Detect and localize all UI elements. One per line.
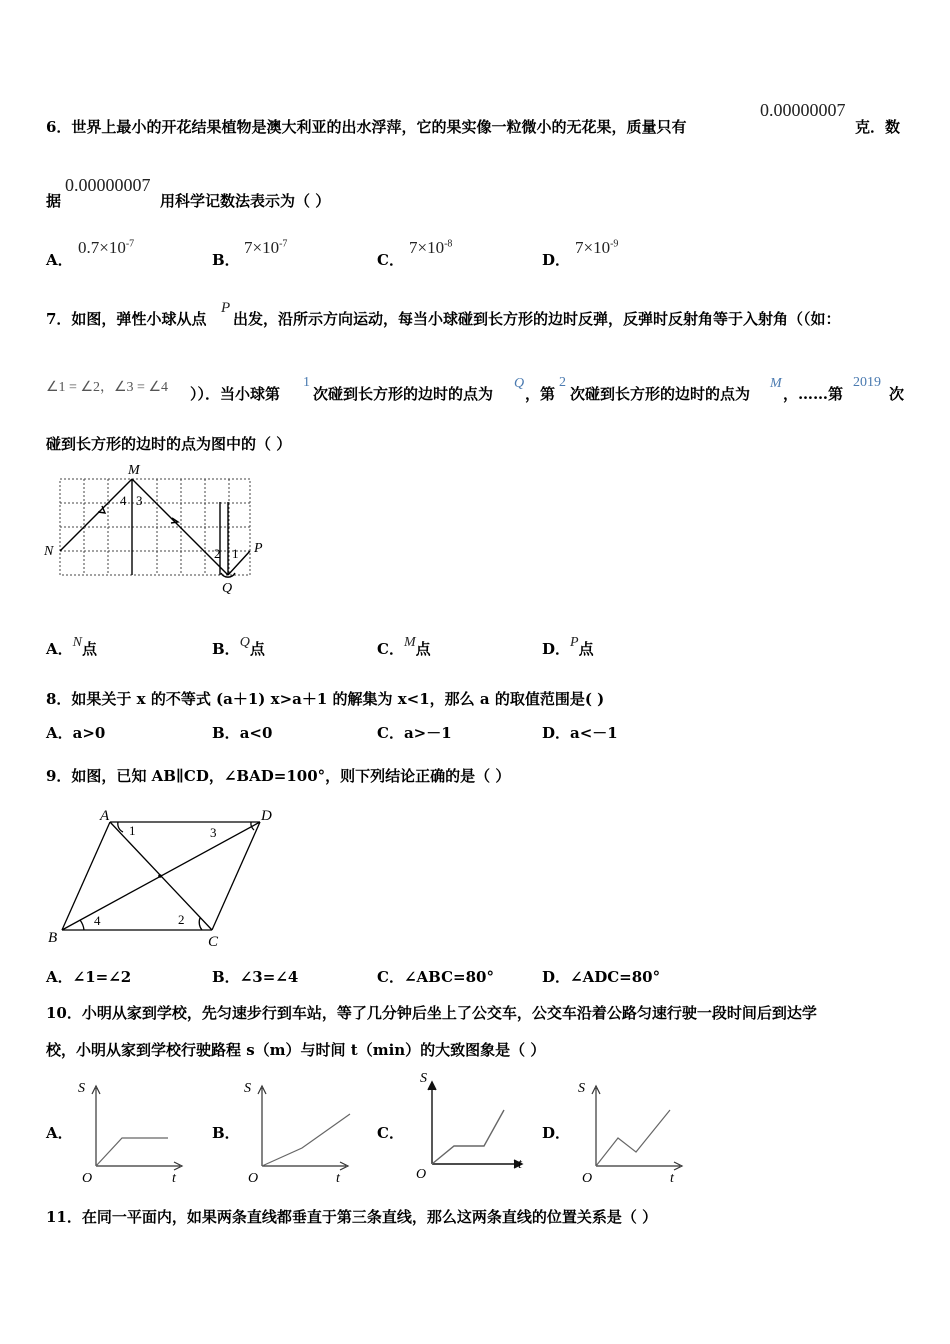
- q7-point-q: Q: [514, 376, 525, 391]
- q7-angles: ∠1 = ∠2，∠3 = ∠4: [46, 380, 168, 395]
- q8-option-a[interactable]: A．a>0: [46, 724, 106, 742]
- q7-text-2: 出发，沿所示方向运动，每当小球碰到长方形的边时反弹，反弹时反射角等于入射角（（如：: [233, 310, 841, 328]
- q10-graph-a[interactable]: [70, 1076, 188, 1186]
- q9-label-b: B: [48, 930, 58, 946]
- q7-text-9: 碰到长方形的边时的点为图中的（ ）: [46, 435, 292, 453]
- q7-option-b[interactable]: B．Q点: [212, 635, 265, 658]
- q9-option-d[interactable]: D．∠ADC=80°: [542, 968, 661, 986]
- q8-option-d[interactable]: D．a<－1: [542, 724, 618, 742]
- q10-b-o-label: O: [248, 1171, 259, 1186]
- q7-paths: [60, 479, 250, 577]
- q7-point-p: P: [221, 300, 231, 316]
- q9-angle-2: 2: [178, 912, 185, 927]
- q7-option-d[interactable]: D．P点: [542, 635, 594, 658]
- q7-n2: 2: [559, 375, 566, 390]
- q10-b-s-label: S: [244, 1081, 251, 1096]
- q8-text: 8．如果关于 x 的不等式 (a＋1) x>a＋1 的解集为 x<1，那么 a 的取值范围是( ): [46, 690, 605, 708]
- q7-text-6: 次碰到长方形的边时的点为: [570, 385, 751, 403]
- q7-n3: 2019: [853, 375, 881, 390]
- q10-option-b-letter[interactable]: B．: [212, 1124, 240, 1142]
- q9-label-d: D: [261, 808, 272, 824]
- q10-graph-b[interactable]: [236, 1076, 354, 1186]
- q10-d-s-label: S: [578, 1081, 585, 1096]
- q6-number: 0.00000007: [760, 100, 846, 120]
- q7-angle-3: 3: [136, 493, 143, 508]
- q7-option-a[interactable]: A．N点: [46, 635, 97, 658]
- q7-text-4: 次碰到长方形的边时的点为: [313, 385, 494, 403]
- q7-text-7: ，……第: [783, 385, 844, 403]
- q9-label-c: C: [208, 934, 219, 950]
- q10-text-line2: 校，小明从家到学校行驶路程 s（m）与时间 t（min）的大致图象是（ ）: [46, 1041, 546, 1059]
- q6-option-b-letter[interactable]: B．: [212, 251, 240, 269]
- q6-text-line1: 6．世界上最小的开花结果植物是澳大利亚的出水浮萍，它的果实像一粒微小的无花果，质量只有: [46, 118, 687, 136]
- q10-graph-d[interactable]: [570, 1076, 688, 1186]
- q9-angle-1: 1: [129, 823, 136, 838]
- q11-text: 11．在同一平面内，如果两条直线都垂直于第三条直线，那么这两条直线的位置关系是（ ）: [46, 1208, 658, 1226]
- q7-angle-4: 4: [120, 493, 127, 508]
- q6-text-line2b: 用科学记数法表示为（ ）: [160, 192, 331, 210]
- q7-label-q: Q: [222, 581, 233, 596]
- q7-option-c[interactable]: C．M点: [377, 635, 431, 658]
- q7-label-n: N: [44, 544, 54, 559]
- q10-a-o-label: O: [82, 1171, 93, 1186]
- q7-angle-1: 1: [232, 546, 239, 561]
- q10-c-s-label: S: [420, 1071, 427, 1086]
- q7-label-m: M: [128, 463, 140, 478]
- q9-label-a: A: [100, 808, 110, 824]
- q7-point-m: M: [770, 376, 782, 391]
- q10-a-t-label: t: [172, 1171, 176, 1186]
- q6-option-c-value: $7\times 10^{-8}$: [409, 238, 453, 257]
- q9-angle-4: 4: [94, 913, 101, 928]
- q6-text-unit: 克．数: [855, 118, 901, 136]
- q7-angle-2: 2: [214, 546, 221, 561]
- q7-figure: [40, 462, 280, 597]
- q10-d-t-label: t: [670, 1171, 674, 1186]
- q6-option-c-letter[interactable]: C．: [377, 251, 404, 269]
- q10-text-line1: 10．小明从家到学校，先匀速步行到车站，等了几分钟后坐上了公交车，公交车沿着公路匀速行驶一段时间后到达学: [46, 1004, 817, 1022]
- q10-option-c-letter[interactable]: C．: [377, 1124, 404, 1142]
- q9-option-b[interactable]: B．∠3=∠4: [212, 968, 299, 986]
- q10-c-o-label: O: [416, 1167, 427, 1182]
- q9-figure: [40, 800, 290, 950]
- q7-grid: [60, 479, 250, 575]
- q6-option-d-letter[interactable]: D．: [542, 251, 571, 269]
- q6-option-a-letter[interactable]: A．: [46, 251, 73, 269]
- q7-text-5: ，第: [525, 385, 556, 403]
- q9-text: 9．如图，已知 AB∥CD，∠BAD=100°，则下列结论正确的是（ ）: [46, 767, 511, 785]
- q6-option-b-value: $7\times 10^{-7}$: [244, 238, 288, 257]
- q8-option-b[interactable]: B．a<0: [212, 724, 273, 742]
- q10-c-t-label: t: [518, 1157, 522, 1172]
- q10-option-a-letter[interactable]: A．: [46, 1124, 73, 1142]
- q10-option-d-letter[interactable]: D．: [542, 1124, 571, 1142]
- q6-option-a-value: $0.7\times 10^{-7}$: [78, 238, 135, 257]
- q6-number-2: 0.00000007: [65, 175, 151, 195]
- q7-n1: 1: [303, 375, 310, 390]
- q10-d-o-label: O: [582, 1171, 593, 1186]
- q7-text-1: 7．如图，弹性小球从点: [46, 310, 207, 328]
- q7-text-3: ））．当小球第: [190, 385, 281, 403]
- q6-text-line2a: 据: [46, 192, 62, 210]
- q9-option-c[interactable]: C．∠ABC=80°: [377, 968, 494, 986]
- q10-graph-c[interactable]: [404, 1068, 530, 1186]
- q7-text-8: 次: [889, 385, 905, 403]
- q10-a-s-label: S: [78, 1081, 85, 1096]
- q9-angle-3: 3: [210, 825, 217, 840]
- q6-option-d-value: $7\times 10^{-9}$: [575, 238, 619, 257]
- q8-option-c[interactable]: C．a>－1: [377, 724, 452, 742]
- q7-label-p: P: [254, 541, 263, 556]
- q9-option-a[interactable]: A．∠1=∠2: [46, 968, 132, 986]
- q10-b-t-label: t: [336, 1171, 340, 1186]
- q9-center-point: [158, 874, 162, 878]
